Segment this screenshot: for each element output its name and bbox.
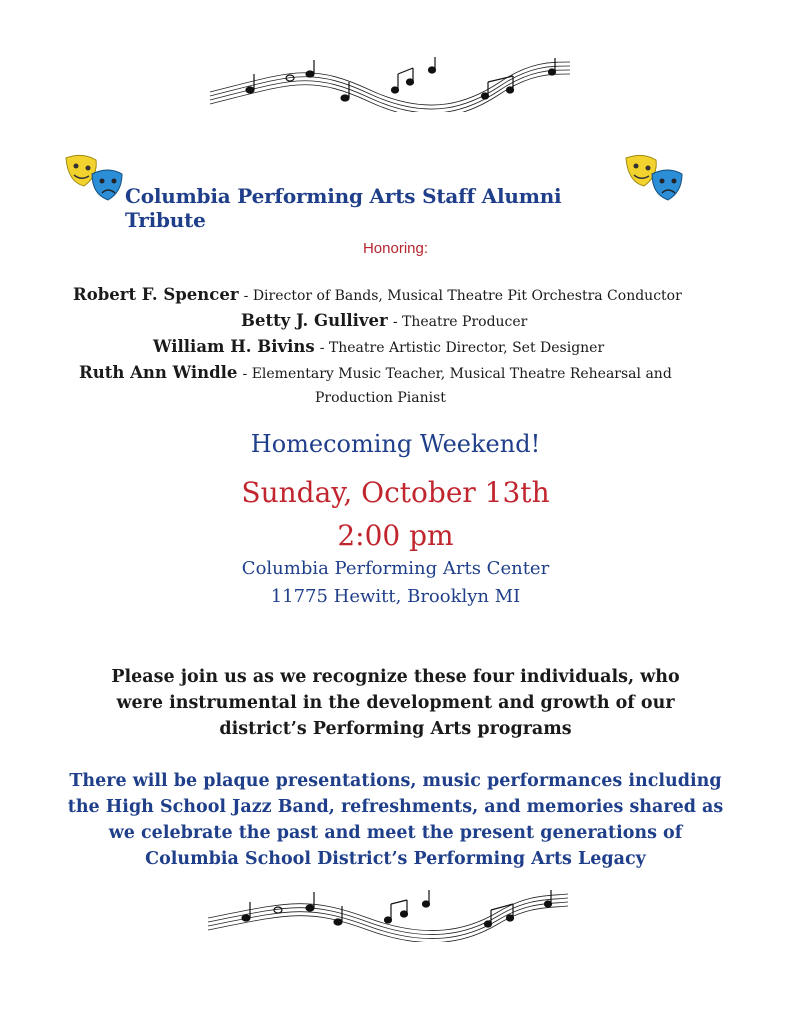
honoring-label: Honoring: <box>362 240 429 257</box>
honoree-4 <box>79 363 672 382</box>
event-time: 2:00 pm <box>337 519 454 552</box>
right-theatre-masks-icon <box>622 152 692 204</box>
honoree-1 <box>73 285 682 304</box>
honoree-3 <box>153 337 604 356</box>
bottom-music-staff-icon <box>198 882 578 942</box>
honoree-name: William H. Bivins <box>153 337 315 356</box>
honoree-name: Betty J. Gulliver <box>241 311 388 330</box>
invitation-paragraph: Please join us as we recognize these four individuals, who were instrumental in the development and growth of our district’s Performing Arts programs <box>111 667 680 739</box>
page-title: Columbia Performing Arts Staff Alumni Tribute <box>125 184 562 232</box>
details-paragraph: There will be plaque presentations, music performances including the High School Jazz Band, refreshments, and memories shared as we celebrate the past and meet the present generations of Columbia School District’s Performing Arts Legacy <box>67 771 724 869</box>
honoree-role: - Director of Bands, Musical Theatre Pit Orchestra Conductor <box>243 288 682 304</box>
honoree-role: - Theatre Artistic Director, Set Designer <box>319 340 605 356</box>
honoree-role: - Elementary Music Teacher, Musical Theatre Rehearsal and <box>242 366 672 382</box>
honoree-name: Ruth Ann Windle <box>79 363 238 382</box>
event-venue: Columbia Performing Arts Center <box>241 558 550 579</box>
honoree-role-cont: Production Pianist <box>315 390 446 406</box>
honoree-name: Robert F. Spencer <box>73 285 239 304</box>
honoree-role: - Theatre Producer <box>392 314 528 330</box>
honoree-4-role-cont <box>315 387 446 406</box>
event-headline: Homecoming Weekend! <box>250 430 541 458</box>
left-theatre-masks-icon <box>62 152 132 204</box>
event-address: 11775 Hewitt, Brooklyn MI <box>270 586 521 607</box>
honoree-2 <box>241 311 527 330</box>
event-date: Sunday, October 13th <box>241 476 550 509</box>
top-music-staff-icon <box>200 52 580 112</box>
